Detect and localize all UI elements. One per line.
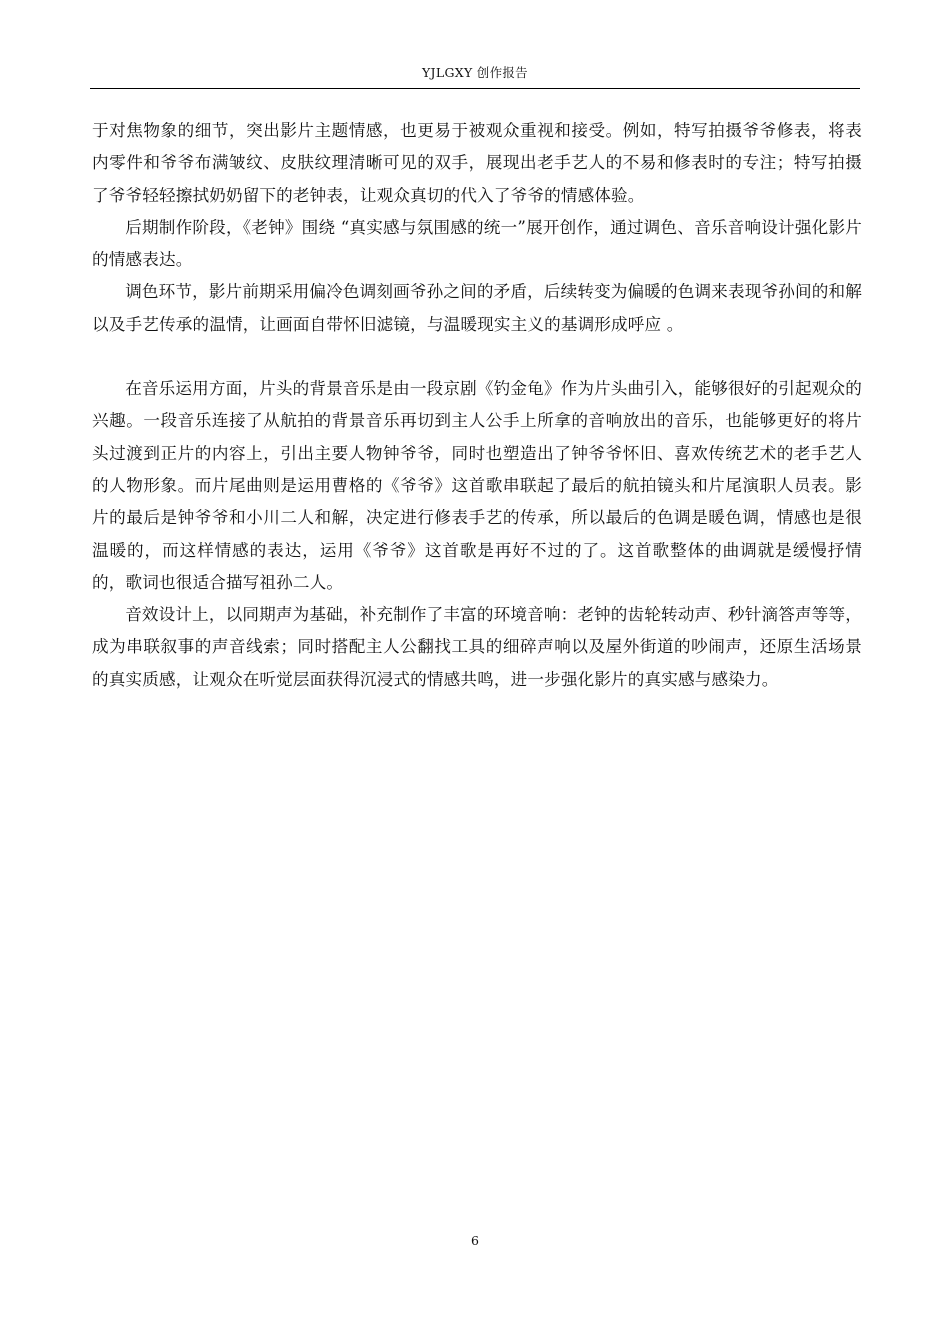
page-number: 6 (471, 1233, 479, 1248)
paragraph-music: 在音乐运用方面，片头的背景音乐是由一段京剧《钓金龟》作为片头曲引入，能够很好的引起观众的兴趣。一段音乐连接了从航拍的背景音乐再切到主人公手上所拿的音响放出的音乐，也能够更好的将片头过渡到正片的内容上，引出主要人物钟爷爷，同时也塑造出了钟爷爷怀旧、喜欢传统艺术的老手艺人的人物形象。而片尾曲则是运用曹格的《爷爷》这首歌串联起了最后的航拍镜头和片尾演职人员表。影片的最后是钟爷爷和小川二人和解，决定进行修表手艺的传承，所以最后的色调是暖色调，情感也是很温暖的，而这样情感的表达，运用《爷爷》这首歌是再好不过的了。这首歌整体的曲调就是缓慢抒情的，歌词也很适合描写祖孙二人。 (92, 379, 862, 592)
paragraph-post-production: 后期制作阶段，《老钟》围绕 “真实感与氛围感的统一”展开创作，通过调色、音乐音响设计强化影片的情感表达。 (92, 217, 862, 270)
paragraph-sound-design: 音效设计上，以同期声为基础，补充制作了丰富的环境音响：老钟的齿轮转动声、秒针滴答声等等，成为串联叙事的声音线索；同时搭配主人公翻找工具的细碎声响以及屋外街道的吵闹声，还原生活场景的真实质感，让观众在听觉层面获得沉浸式的情感共鸣，进一步强化影片的真实感与感染力。 (92, 605, 862, 689)
paragraph-color-grading: 调色环节，影片前期采用偏冷色调刻画爷孙之间的矛盾，后续转变为偏暖的色调来表现爷孙间的和解以及手艺传承的温情，让画面自带怀旧滤镜，与温暖现实主义的基调形成呼应 。 (92, 282, 862, 334)
header-title: YJLGXY 创作报告 (422, 65, 528, 80)
blank-line (92, 341, 862, 373)
document-body (92, 115, 862, 696)
page-header (90, 62, 860, 89)
paragraph-continued: 于对焦物象的细节，突出影片主题情感，也更易于被观众重视和接受。例如，特写拍摄爷爷修表，将表内零件和爷爷布满皱纹、皮肤纹理清晰可见的双手，展现出老手艺人的不易和修表时的专注；特写拍摄了爷爷轻轻擦拭奶奶留下的老钟表，让观众真切的代入了爷爷的情感体验。 (92, 121, 862, 205)
